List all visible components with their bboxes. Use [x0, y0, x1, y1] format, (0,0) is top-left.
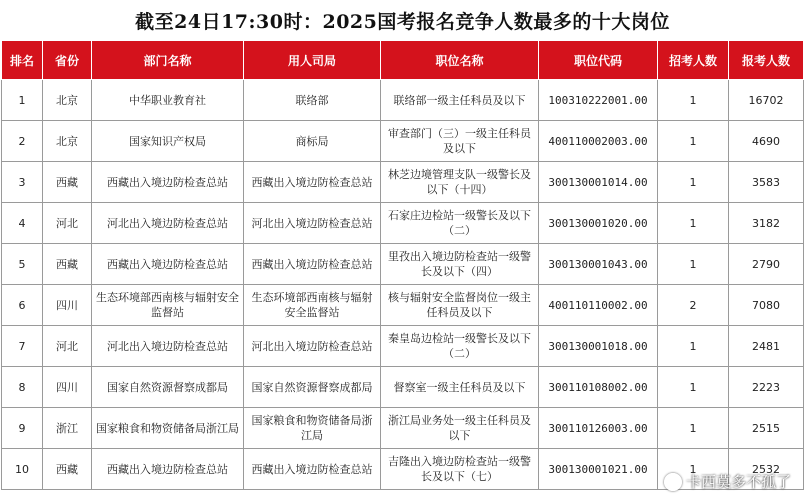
- cell-province: 西藏: [43, 162, 92, 203]
- cell-bureau: 联络部: [244, 80, 381, 121]
- cell-rank: 2: [2, 121, 43, 162]
- cell-department: 中华职业教育社: [92, 80, 244, 121]
- watermark-logo-icon: [664, 473, 682, 491]
- cell-hires: 1: [658, 408, 729, 449]
- cell-applicants: 2481: [729, 326, 804, 367]
- cell-department: 河北出入境边防检查总站: [92, 326, 244, 367]
- cell-province: 北京: [43, 121, 92, 162]
- cell-hires: 1: [658, 326, 729, 367]
- cell-applicants: 2223: [729, 367, 804, 408]
- cell-department: 西藏出入境边防检查总站: [92, 244, 244, 285]
- cell-province: 河北: [43, 326, 92, 367]
- cell-department: 国家知识产权局: [92, 121, 244, 162]
- cell-rank: 5: [2, 244, 43, 285]
- cell-rank: 7: [2, 326, 43, 367]
- cell-rank: 4: [2, 203, 43, 244]
- ranking-table: [1, 40, 804, 490]
- table-row: [2, 285, 804, 326]
- cell-applicants: 16702: [729, 80, 804, 121]
- cell-rank: 6: [2, 285, 43, 326]
- cell-rank: 8: [2, 367, 43, 408]
- cell-position: 吉隆出入境边防检查站一级警长及以下（七）: [381, 449, 539, 490]
- cell-position: 里孜出入境边防检查站一级警长及以下（四）: [381, 244, 539, 285]
- cell-bureau: 商标局: [244, 121, 381, 162]
- cell-hires: 1: [658, 367, 729, 408]
- header-position: 职位名称: [381, 41, 539, 80]
- cell-province: 四川: [43, 285, 92, 326]
- cell-department: 西藏出入境边防检查总站: [92, 449, 244, 490]
- cell-position: 核与辐射安全监督岗位一级主任科员及以下: [381, 285, 539, 326]
- cell-department: 生态环境部西南核与辐射安全监督站: [92, 285, 244, 326]
- cell-province: 浙江: [43, 408, 92, 449]
- cell-hires: 1: [658, 162, 729, 203]
- table-row: [2, 244, 804, 285]
- header-applicants: 报考人数: [729, 41, 804, 80]
- cell-applicants: 2515: [729, 408, 804, 449]
- cell-hires: 1: [658, 449, 729, 490]
- header-province: 省份: [43, 41, 92, 80]
- page-title: 截至24日17:30时：2025国考报名竞争人数最多的十大岗位: [135, 10, 670, 33]
- cell-position: 联络部一级主任科员及以下: [381, 80, 539, 121]
- cell-position: 浙江局业务处一级主任科员及以下: [381, 408, 539, 449]
- cell-code: 300130001021.00: [539, 449, 658, 490]
- cell-department: 西藏出入境边防检查总站: [92, 162, 244, 203]
- cell-position: 林芝边境管理支队一级警长及以下（十四）: [381, 162, 539, 203]
- cell-bureau: 生态环境部西南核与辐射安全监督站: [244, 285, 381, 326]
- header-department: 部门名称: [92, 41, 244, 80]
- cell-rank: 1: [2, 80, 43, 121]
- watermark-text: 卡西莫多不孤了: [685, 473, 791, 491]
- cell-code: 100310222001.00: [539, 80, 658, 121]
- cell-hires: 1: [658, 121, 729, 162]
- table-row: [2, 367, 804, 408]
- table-row: [2, 203, 804, 244]
- header-code: 职位代码: [539, 41, 658, 80]
- cell-department: 河北出入境边防检查总站: [92, 203, 244, 244]
- header-hires: 招考人数: [658, 41, 729, 80]
- cell-code: 300130001014.00: [539, 162, 658, 203]
- cell-applicants: 7080: [729, 285, 804, 326]
- cell-province: 河北: [43, 203, 92, 244]
- cell-code: 300110126003.00: [539, 408, 658, 449]
- cell-bureau: 西藏出入境边防检查总站: [244, 244, 381, 285]
- cell-applicants: 2532: [729, 449, 804, 490]
- table-row: [2, 121, 804, 162]
- cell-code: 400110002003.00: [539, 121, 658, 162]
- cell-bureau: 西藏出入境边防检查总站: [244, 449, 381, 490]
- cell-bureau: 国家粮食和物资储备局浙江局: [244, 408, 381, 449]
- cell-code: 300130001020.00: [539, 203, 658, 244]
- cell-hires: 1: [658, 244, 729, 285]
- cell-position: 审查部门（三）一级主任科员及以下: [381, 121, 539, 162]
- cell-province: 西藏: [43, 449, 92, 490]
- cell-province: 北京: [43, 80, 92, 121]
- cell-hires: 1: [658, 203, 729, 244]
- cell-department: 国家自然资源督察成都局: [92, 367, 244, 408]
- cell-code: 300130001018.00: [539, 326, 658, 367]
- watermark: [664, 471, 791, 492]
- cell-rank: 3: [2, 162, 43, 203]
- cell-applicants: 2790: [729, 244, 804, 285]
- table-row: [2, 162, 804, 203]
- cell-applicants: 4690: [729, 121, 804, 162]
- cell-applicants: 3182: [729, 203, 804, 244]
- header-row: [2, 41, 804, 80]
- cell-rank: 10: [2, 449, 43, 490]
- cell-province: 西藏: [43, 244, 92, 285]
- header-bureau: 用人司局: [244, 41, 381, 80]
- cell-bureau: 西藏出入境边防检查总站: [244, 162, 381, 203]
- cell-bureau: 河北出入境边防检查总站: [244, 326, 381, 367]
- cell-code: 300110108002.00: [539, 367, 658, 408]
- cell-hires: 1: [658, 80, 729, 121]
- cell-position: 督察室一级主任科员及以下: [381, 367, 539, 408]
- cell-province: 四川: [43, 367, 92, 408]
- cell-rank: 9: [2, 408, 43, 449]
- cell-position: 秦皇岛边检站一级警长及以下（二）: [381, 326, 539, 367]
- cell-hires: 2: [658, 285, 729, 326]
- header-rank: 排名: [2, 41, 43, 80]
- cell-applicants: 3583: [729, 162, 804, 203]
- cell-position: 石家庄边检站一级警长及以下（二）: [381, 203, 539, 244]
- cell-bureau: 国家自然资源督察成都局: [244, 367, 381, 408]
- table-row: [2, 326, 804, 367]
- cell-code: 300130001043.00: [539, 244, 658, 285]
- cell-department: 国家粮食和物资储备局浙江局: [92, 408, 244, 449]
- cell-bureau: 河北出入境边防检查总站: [244, 203, 381, 244]
- table-row: [2, 80, 804, 121]
- table-row: [2, 408, 804, 449]
- cell-code: 400110110002.00: [539, 285, 658, 326]
